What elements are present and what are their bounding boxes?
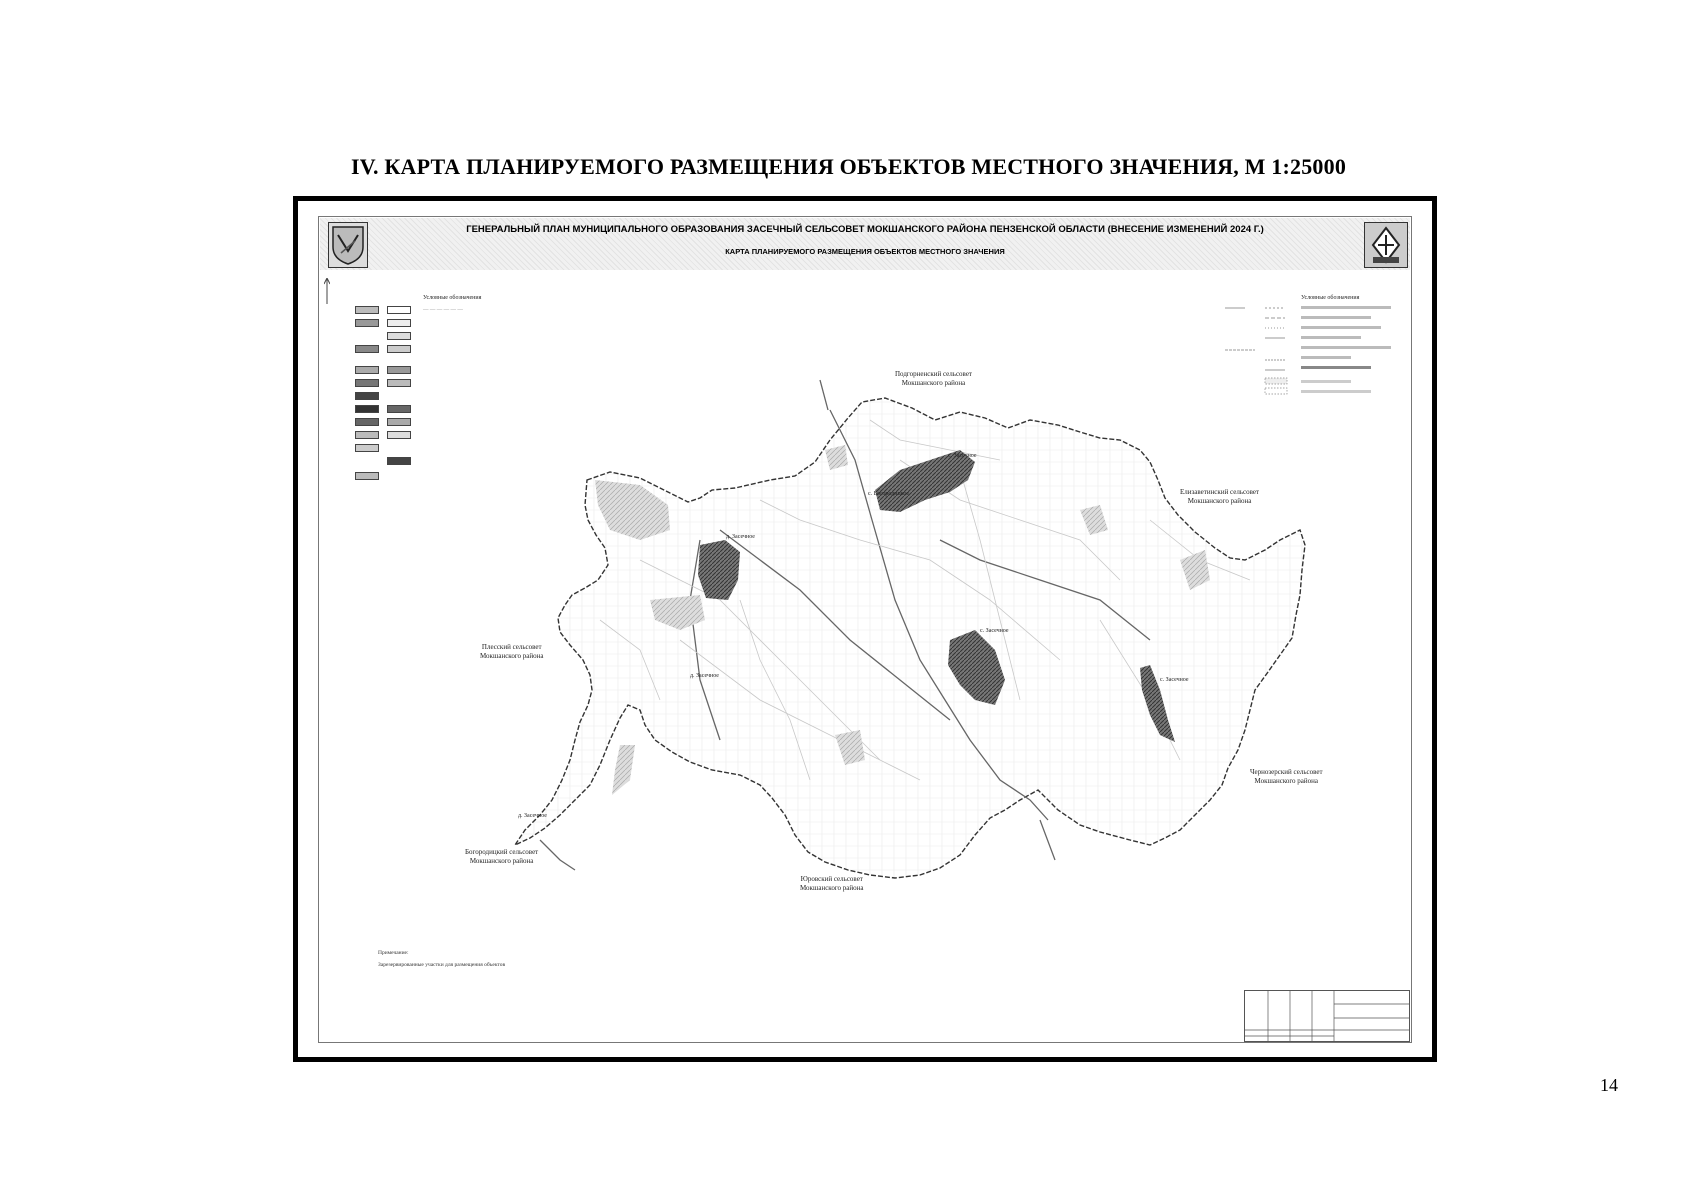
neighbor-label-east: Елизаветинский сельсовет Мокшанского района (1180, 488, 1260, 505)
settlement-label: с. Засечное (980, 628, 1009, 634)
page-heading: IV. КАРТА ПЛАНИРУЕМОГО РАЗМЕЩЕНИЯ ОБЪЕКТОВ МЕСТНОГО ЗНАЧЕНИЯ, М 1:25000 (350, 154, 1347, 179)
map-subtitle: КАРТА ПЛАНИРУЕМОГО РАЗМЕЩЕНИЯ ОБЪЕКТОВ МЕСТНОГО ЗНАЧЕНИЯ (725, 247, 1005, 256)
settlement-label: с. Богородицкое (868, 491, 910, 497)
legend-left-title: Условные обозначения (423, 295, 482, 301)
neighbor-label-south: Юровский сельсовет Мокшанского района (800, 875, 864, 892)
neighbor-label-west: Плесский сельсовет Мокшанского района (480, 643, 544, 660)
neighbor-label-southeast: Чернозерский сельсовет Мокшанского района (1250, 768, 1323, 785)
settlement-label: с. Засечное (1160, 677, 1189, 683)
map-title: ГЕНЕРАЛЬНЫЙ ПЛАН МУНИЦИПАЛЬНОГО ОБРАЗОВАНИЯ ЗАСЕЧНЫЙ СЕЛЬСОВЕТ МОКШАНСКОГО РАЙОНА ПЕНЗЕНСКОЙ ОБЛАСТИ (ВНЕСЕНИЕ ИЗМЕНЕНИЙ 2024 Г.) (466, 224, 1264, 235)
neighbor-label-southwest: Богородицкий сельсовет Мокшанского района (465, 848, 539, 865)
legend-right-title: Условные обозначения (1301, 295, 1360, 301)
note-text: Зарезервированные участки для размещения объектов (378, 962, 506, 968)
page-number: 14 (1600, 1075, 1618, 1095)
note-label: Примечание: (378, 950, 409, 956)
legend-left: Условные обозначения — — — — — — (355, 294, 585, 484)
title-block (1244, 990, 1410, 1042)
settlement-label: д. Засечное (518, 813, 547, 819)
settlement-label: с. Засечное (948, 453, 977, 459)
settlement-label: д. Засечное (690, 673, 719, 679)
neighbor-label-north: Подгорненский сельсовет Мокшанского района (895, 370, 972, 387)
settlement-label: д. Засечное (726, 534, 755, 540)
